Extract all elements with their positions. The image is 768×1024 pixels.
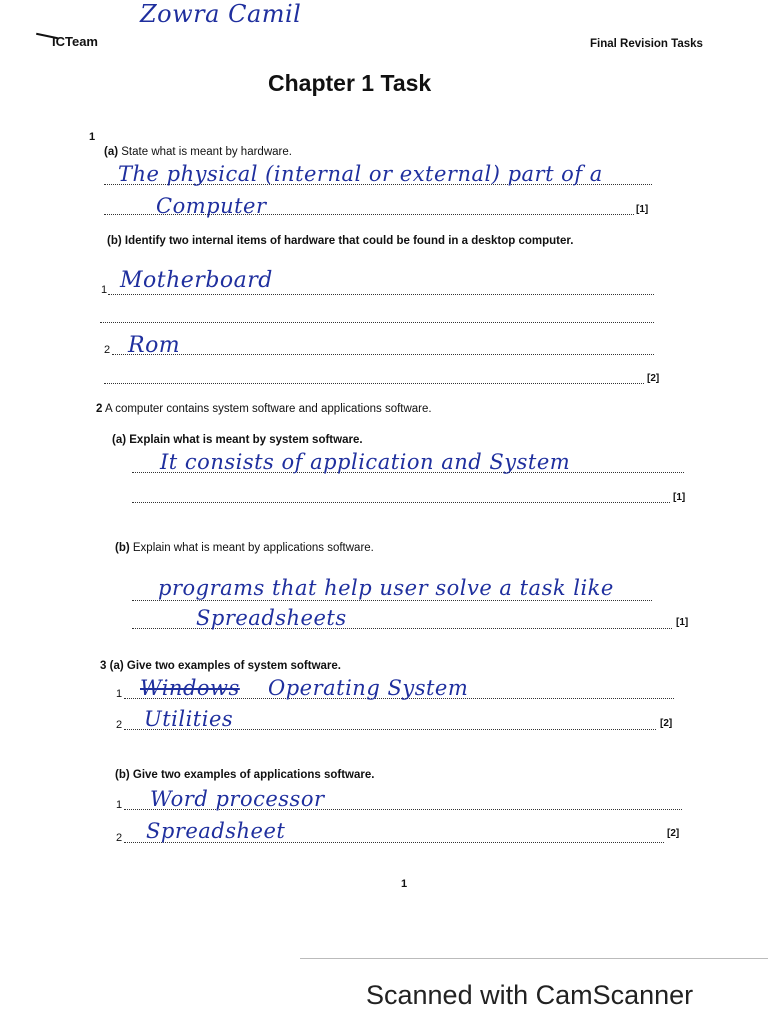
q3a-answer1-struck: Windows — [140, 676, 240, 700]
q3a-label: (a) — [109, 660, 124, 672]
answer-line — [132, 502, 670, 503]
page-number: 1 — [401, 878, 408, 890]
q3a-mark: [2] — [660, 718, 673, 729]
q1-number: 1 — [89, 131, 96, 143]
q2-intro — [96, 403, 432, 415]
q2b-answer-line1: programs that help user solve a task like — [158, 576, 614, 600]
header-right: Final Revision Tasks — [590, 38, 703, 50]
q3b-text: Give two examples of applications software. — [132, 769, 375, 781]
q1b-answer2: Rom — [128, 333, 181, 358]
q1b-item-number-2: 2 — [104, 344, 111, 356]
q2b-answer-line2: Spreadsheets — [196, 606, 347, 630]
q3b-label: (b) — [115, 769, 130, 781]
q2-intro-text: A computer contains system software and applications software. — [104, 403, 432, 415]
scan-edge-line — [300, 958, 768, 959]
q2b-text: Explain what is meant by applications software. — [132, 542, 374, 554]
q3a-answer1: Operating System — [268, 676, 469, 700]
q3-number: 3 — [100, 660, 107, 672]
q2a-question — [112, 434, 363, 446]
answer-line — [112, 354, 654, 355]
q1b-question — [107, 235, 573, 247]
q2a-answer: It consists of application and System — [160, 450, 571, 474]
q3b-item-number-1: 1 — [116, 799, 123, 811]
q1b-text: Identify two internal items of hardware that could be found in a desktop computer. — [124, 235, 574, 247]
q2-number: 2 — [96, 403, 103, 415]
q2a-text: Explain what is meant by system software. — [129, 434, 363, 446]
header-left: ICTeam — [52, 34, 98, 49]
answer-line — [132, 600, 652, 601]
q3a-item-number-2: 2 — [116, 719, 123, 731]
page-title: Chapter 1 Task — [268, 70, 432, 96]
q1b-label: (b) — [107, 235, 122, 247]
q3b-answer1: Word processor — [150, 787, 325, 811]
q1a-mark: [1] — [636, 204, 649, 215]
q3b-question — [115, 769, 374, 781]
q3a-text: Give two examples of system software. — [126, 660, 341, 672]
q1b-answer1: Motherboard — [120, 268, 273, 293]
student-name-signature: Zowra Camil — [140, 0, 302, 28]
q2b-mark: [1] — [676, 617, 689, 628]
q3a-question — [100, 660, 341, 672]
answer-line — [100, 322, 654, 323]
q1a-answer-line2: Computer — [156, 194, 267, 218]
answer-line — [108, 294, 654, 295]
q1a-label: (a) — [104, 146, 119, 158]
q2b-label: (b) — [115, 542, 130, 554]
q2a-label: (a) — [112, 434, 127, 446]
answer-line — [104, 383, 644, 384]
q2a-mark: [1] — [673, 492, 686, 503]
q1a-question — [104, 146, 292, 158]
q2b-question — [115, 542, 374, 554]
q1a-answer-line1: The physical (internal or external) part of a — [118, 162, 603, 186]
q1a-text: State what is meant by hardware. — [121, 146, 292, 158]
q1b-item-number-1: 1 — [101, 284, 108, 296]
q3a-item-number-1: 1 — [116, 688, 123, 700]
q3b-item-number-2: 2 — [116, 832, 123, 844]
camscanner-watermark: Scanned with CamScanner — [366, 980, 694, 1010]
q1b-mark: [2] — [647, 373, 660, 384]
q3a-answer2: Utilities — [144, 707, 234, 731]
q3b-mark: [2] — [667, 828, 680, 839]
q3b-answer2: Spreadsheet — [146, 819, 286, 843]
